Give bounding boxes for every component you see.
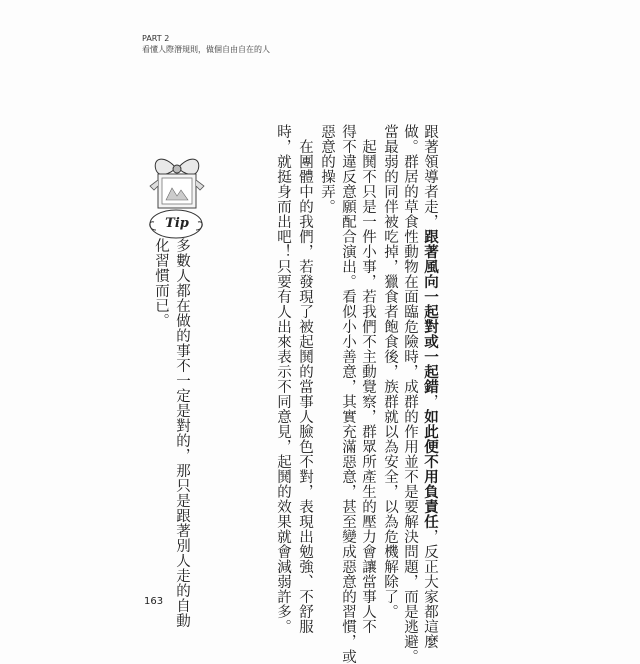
- body-line-2: 做。群居的草食性動物在面臨危險時，成群的作用並不是要解決問題，而是逃避。: [402, 124, 418, 664]
- part-label: PART 2: [142, 34, 170, 43]
- body-line-8: 時，就挺身而出吧！只要有人出來表示不同意見，起鬨的效果就會減弱許多。: [275, 124, 291, 634]
- page-number: 163: [144, 596, 164, 607]
- tip-line-1: 多數人都在做的事不一定是對的，那只是跟著別人走的自動: [174, 238, 190, 628]
- body-bold-text: 跟著風向一起對或一起錯: [422, 229, 439, 394]
- body-line-5: 得不違反意願配合演出。看似小小善意，其實充滿惡意，甚至變成惡意的習慣，或: [340, 124, 356, 664]
- ribbon-bow-tip-icon: [146, 150, 208, 242]
- body-text: 跟著領導者走，: [422, 124, 438, 229]
- body-text: ，: [422, 394, 438, 409]
- chapter-subtitle: 看懂人際潛規則，做個自由自在的人: [142, 45, 270, 54]
- body-bold-text: 如此便不用負責任: [422, 409, 439, 529]
- body-line-4: 起鬨不只是一件小事，若我們不主動覺察，群眾所產生的壓力會讓當事人不: [360, 124, 376, 634]
- body-line-1: [420, 124, 440, 649]
- tip-badge-label: Tip: [165, 216, 189, 231]
- body-line-6: 惡意的操弄。: [319, 124, 335, 214]
- body-text: ，反正大家都這麼: [422, 529, 438, 649]
- body-line-7: 在團體中的我們，若發現了被起鬨的當事人臉色不對，表現出勉強、不舒服: [297, 124, 313, 634]
- running-header: [142, 33, 270, 55]
- body-line-3: 當最弱的同伴被吃掉，獵食者飽食後，族群就以為安全，以為危機解除了。: [382, 124, 398, 619]
- tip-line-2: 化習慣而已。: [153, 238, 169, 328]
